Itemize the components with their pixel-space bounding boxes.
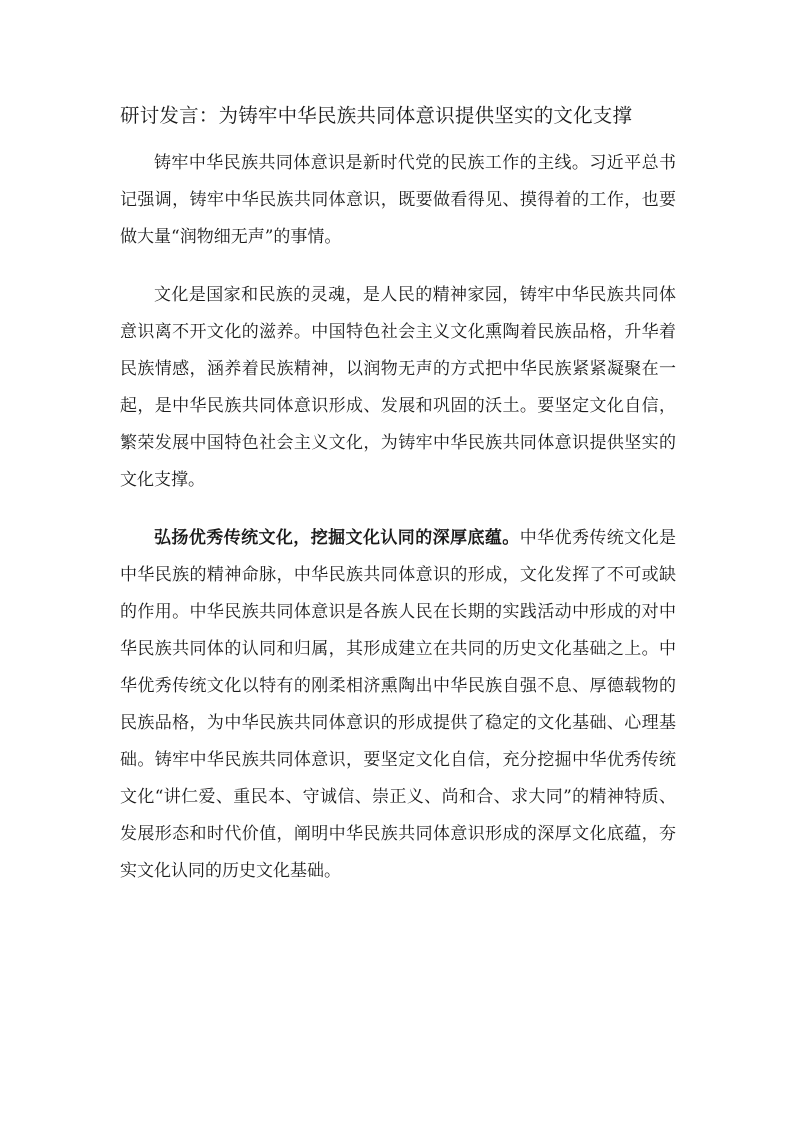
paragraph-3-text: 中华优秀传统文化是中华民族的精神命脉，中华民族共同体意识的形成，文化发挥了不可或缺的作用。中华民族共同体意识是各族人民在长期的实践活动中形成的对中华民族共同体的认同和归属，其形成建立在共同的历史文化基础之上。中华优秀传统文化以特有的刚柔相济熏陶出中华民族自强不息、厚德载物的民族品格，为中华民族共同体意识的形成提供了稳定的文化基础、心理基础。铸牢中华民族共同体意识，要坚定文化自信，充分挖掘中华优秀传统文化“讲仁爱、重民本、守诚信、崇正义、尚和合、求大同”的精神特质、发展形态和时代价值，阐明中华民族共同体意识形成的深厚文化底蕴，夯实文化认同的历史文化基础。 [120, 528, 677, 881]
paragraph-1-text: 铸牢中华民族共同体意识是新时代党的民族工作的主线。习近平总书记强调，铸牢中华民族共同体意识，既要做看得见、摸得着的工作，也要做大量“润物细无声”的事情。 [120, 153, 676, 247]
paragraph-2-text: 文化是国家和民族的灵魂，是人民的精神家园，铸牢中华民族共同体意识离不开文化的滋养。中国特色社会主义文化熏陶着民族品格，升华着民族情感，涵养着民族精神，以润物无声的方式把中华民族紧紧凝聚在一起，是中华民族共同体意识形成、发展和巩固的沃土。要坚定文化自信，繁荣发展中国特色社会主义文化，为铸牢中华民族共同体意识提供坚实的文化支撑。 [120, 285, 676, 490]
document-page [120, 97, 676, 911]
paragraph-2 [120, 277, 676, 499]
paragraph-1 [120, 145, 676, 256]
paragraph-3-lead: 弘扬优秀传统文化，挖掘文化认同的深厚底蕴。 [154, 528, 520, 548]
document-title: 研讨发言：为铸牢中华民族共同体意识提供坚实的文化支撑 [120, 104, 633, 127]
paragraph-3 [120, 520, 676, 890]
